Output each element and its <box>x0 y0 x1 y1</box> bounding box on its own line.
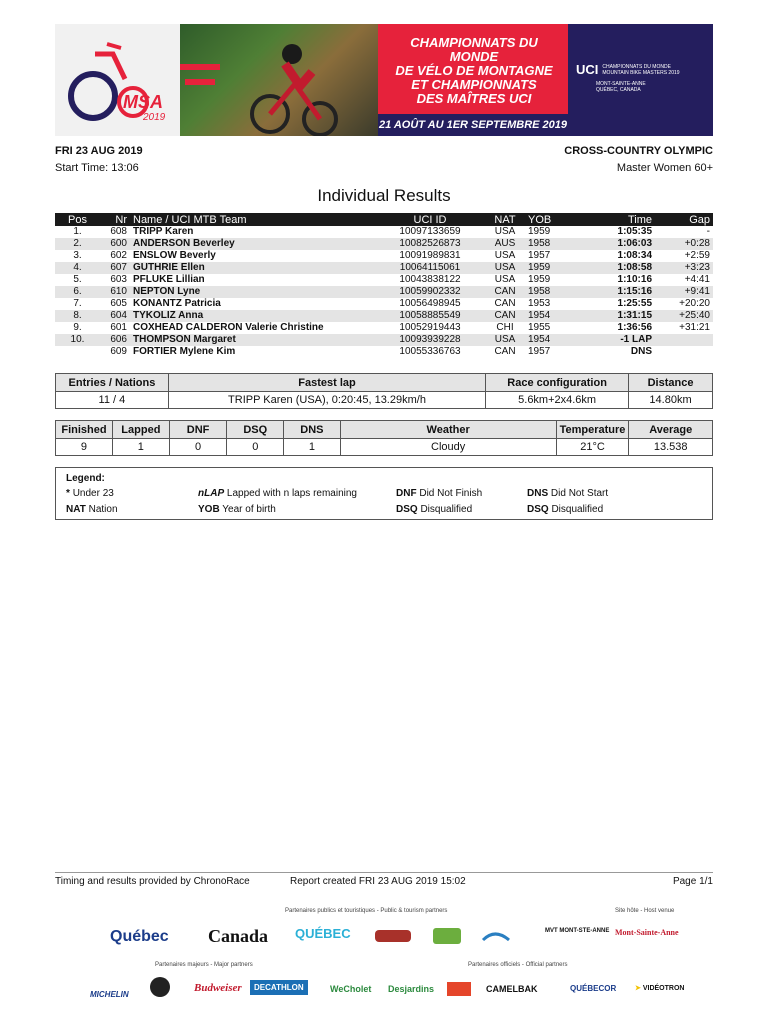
cell-pos: 7. <box>73 298 82 309</box>
cell-uci: 10043838122 <box>399 274 461 285</box>
cell-gap: +4:41 <box>684 274 710 285</box>
start-time: Start Time: 13:06 <box>55 162 139 174</box>
cell-name: TYKOLIZ Anna <box>130 310 375 322</box>
race-stats-table <box>55 420 713 456</box>
cell-gap <box>655 334 713 346</box>
cell-name: ENSLOW Beverly <box>133 250 216 261</box>
cell-time: 1:15:16 <box>570 286 655 298</box>
cell-yob: 1955 <box>528 322 551 333</box>
cell-time: -1 LAP <box>570 334 655 346</box>
cell-time: DNS <box>630 346 652 357</box>
dns-header: DNS <box>284 421 341 439</box>
cell-nat: CAN <box>485 286 525 298</box>
cell-nr: 602 <box>110 250 127 261</box>
legend-item: YOB Year of birth <box>198 504 276 515</box>
cell-uci: 10091989831 <box>399 250 461 261</box>
cell-name: KONANTZ Patricia <box>133 298 221 309</box>
legend-item: DNF Did Not Finish <box>396 488 483 499</box>
cell-pos: 5. <box>73 274 82 285</box>
cell-pos: 6. <box>55 286 100 298</box>
dnf-value: 0 <box>169 439 227 456</box>
cell-uci: 10093939228 <box>375 334 485 346</box>
table-row <box>55 310 713 322</box>
entries-value: 11 / 4 <box>56 392 169 409</box>
cell-nat: CAN <box>485 310 525 322</box>
page-number: Page 1/1 <box>672 876 713 887</box>
table-row <box>55 226 713 238</box>
cell-time: 1:10:16 <box>617 274 652 285</box>
legend-item: nLAP Lapped with n laps remaining <box>198 488 357 499</box>
legend-item: DSQ Disqualified <box>396 504 473 515</box>
cell-nat: USA <box>494 274 516 285</box>
quebecor-logo: QUÉBECOR <box>570 984 617 993</box>
col-nr: Nr <box>100 213 130 226</box>
average-header: Average <box>629 421 713 439</box>
cell-pos: 1. <box>73 226 82 237</box>
cell-time: 1:08:34 <box>617 250 652 261</box>
cell-nr: 605 <box>110 298 127 309</box>
wecholet-logo: WeCholet <box>330 984 372 994</box>
cell-name: TRIPP Karen <box>133 226 194 237</box>
fastest-lap-value: TRIPP Karen (USA), 0:20:45, 13.29km/h <box>168 392 485 409</box>
cell-gap: +2:59 <box>684 250 710 261</box>
cell-uci: 10058885549 <box>375 310 485 322</box>
cell-nr: 607 <box>100 262 130 274</box>
cell-nr: 600 <box>100 238 130 250</box>
race-config-value: 5.6km+2x4.6km <box>486 392 629 409</box>
cell-gap: +9:41 <box>655 286 713 298</box>
uci-text: UCI <box>576 62 599 77</box>
cell-nat: USA <box>485 262 525 274</box>
cell-yob: 1959 <box>525 262 570 274</box>
quebec-logo: Québec <box>110 928 169 945</box>
legend-item: NAT Nation <box>66 504 118 515</box>
legend-item: DSQ Disqualified <box>527 504 604 515</box>
cell-nr: 609 <box>110 346 127 357</box>
banner-title: CHAMPIONNATS DU MONDE DE VÉLO DE MONTAGNE ET CHAMPIONNATS DES MAÎTRES UCI <box>395 35 553 106</box>
col-nat: NAT <box>485 213 525 226</box>
cell-pos: 9. <box>73 322 82 333</box>
lapped-header: Lapped <box>112 421 169 439</box>
canada-logo: Canada <box>208 926 269 946</box>
cell-yob: 1959 <box>528 274 551 285</box>
dns-value: 1 <box>284 439 341 456</box>
decathlon-logo: DECATHLON <box>250 980 308 995</box>
cell-yob: 1957 <box>528 346 551 357</box>
cell-yob: 1954 <box>525 310 570 322</box>
cell-gap: +25:40 <box>655 310 713 322</box>
cell-pos: 4. <box>55 262 100 274</box>
col-name: Name / UCI MTB Team <box>130 213 375 226</box>
cell-nat: USA <box>494 226 516 237</box>
dsq-header: DSQ <box>227 421 284 439</box>
discipline: CROSS-COUNTRY OLYMPIC <box>564 145 713 157</box>
legend-box <box>55 467 713 520</box>
legend-item: * Under 23 <box>66 488 114 499</box>
weather-header: Weather <box>340 421 556 439</box>
cell-pos: 10. <box>55 334 100 346</box>
average-value: 13.538 <box>629 439 713 456</box>
cell-nr: 606 <box>100 334 130 346</box>
host-venue-caption: Site hôte - Host venue <box>615 908 675 914</box>
cell-time: 1:31:15 <box>570 310 655 322</box>
public-partners-caption: Partenaires publics et touristiques - Public & tourism partners <box>285 908 448 914</box>
page-title: Individual Results <box>317 186 451 205</box>
partner-logos-icon <box>375 926 535 948</box>
finished-header: Finished <box>56 421 113 439</box>
cell-yob: 1954 <box>525 334 570 346</box>
rider-photo <box>180 24 378 136</box>
cell-nr: 601 <box>110 322 127 333</box>
temperature-value: 21°C <box>556 439 629 456</box>
entries-header: Entries / Nations <box>56 374 169 392</box>
cell-time: 1:05:35 <box>617 226 652 237</box>
finished-value: 9 <box>56 439 113 456</box>
footer-divider <box>55 872 713 873</box>
cell-yob: 1957 <box>528 250 551 261</box>
cell-name: NEPTON Lyne <box>130 286 375 298</box>
cell-nr: 604 <box>100 310 130 322</box>
videotron-logo: ➤ VIDÉOTRON <box>635 985 685 992</box>
results-table <box>55 213 713 358</box>
cell-uci: 10059902332 <box>375 286 485 298</box>
temperature-header: Temperature <box>556 421 629 439</box>
table-row <box>55 298 713 310</box>
lapped-value: 1 <box>112 439 169 456</box>
official-partners-caption: Partenaires officiels - Official partners <box>468 962 568 968</box>
report-created: Report created FRI 23 AUG 2019 15:02 <box>290 876 466 887</box>
cell-time: 1:25:55 <box>617 298 652 309</box>
event-banner <box>55 24 713 136</box>
cell-yob: 1959 <box>528 226 551 237</box>
cell-time: 1:06:03 <box>570 238 655 250</box>
cell-pos: 2. <box>55 238 100 250</box>
cell-uci: 10052919443 <box>399 322 461 333</box>
distance-header: Distance <box>629 374 713 392</box>
uci-panel <box>568 24 713 136</box>
table-row <box>55 322 713 334</box>
cell-pos <box>55 346 100 358</box>
cell-name: COXHEAD CALDERON Valerie Christine <box>133 322 324 333</box>
cell-gap: +3:23 <box>655 262 713 274</box>
table-row <box>55 274 713 286</box>
cell-nr: 610 <box>100 286 130 298</box>
cell-gap: +0:28 <box>655 238 713 250</box>
cell-gap: - <box>706 226 710 237</box>
cell-uci: 10097133659 <box>399 226 461 237</box>
legend-item: DNS Did Not Start <box>527 488 609 499</box>
race-summary-table <box>55 373 713 409</box>
cell-gap: +31:21 <box>679 322 710 333</box>
cell-yob: 1958 <box>525 238 570 250</box>
major-partner-badge-icon <box>145 976 175 998</box>
budweiser-logo: Budweiser <box>194 982 242 994</box>
race-date: FRI 23 AUG 2019 <box>55 145 143 157</box>
cell-nr: 608 <box>110 226 127 237</box>
videotron-icon: ➤ <box>635 985 641 992</box>
cell-nat: CAN <box>494 298 516 309</box>
distance-value: 14.80km <box>629 392 713 409</box>
msa-logo <box>55 24 180 136</box>
col-time: Time <box>570 213 655 226</box>
cell-uci: 10055336763 <box>399 346 461 357</box>
table-row <box>55 250 713 262</box>
mont-sainte-anne-logo: Mont-Sainte-Anne <box>615 928 679 937</box>
uci-logo: UCI CHAMPIONNATS DU MONDE MOUNTAIN BIKE MASTERS 2019 MONT-SAINTE-ANNE QUÉBEC, CANADA <box>576 62 680 93</box>
cell-name: GUTHRIE Ellen <box>130 262 375 274</box>
desjardins-logo: Desjardins <box>388 984 435 994</box>
cell-uci: 10056498945 <box>399 298 461 309</box>
col-uci-id: UCI ID <box>375 213 485 226</box>
results-header-row <box>55 213 713 226</box>
cell-pos: 3. <box>73 250 82 261</box>
banner-title-panel <box>378 24 568 136</box>
table-row <box>55 334 713 346</box>
table-row <box>55 238 713 250</box>
cell-pos: 8. <box>55 310 100 322</box>
cell-name: FORTIER Mylene Kim <box>133 346 236 357</box>
cell-nat: CAN <box>494 346 516 357</box>
dnf-header: DNF <box>169 421 227 439</box>
cell-name: PFLUKE Lillian <box>133 274 205 285</box>
fastest-lap-header: Fastest lap <box>168 374 485 392</box>
rider-image <box>180 24 378 136</box>
col-pos: Pos <box>55 213 100 226</box>
cell-nat: USA <box>494 250 516 261</box>
cell-nat: AUS <box>485 238 525 250</box>
logo-year: 2019 <box>143 112 166 123</box>
cell-time: 1:36:56 <box>617 322 652 333</box>
cell-gap: +20:20 <box>679 298 710 309</box>
legend-title: Legend: <box>66 473 105 484</box>
logo-text: MSA <box>123 92 163 112</box>
col-gap: Gap <box>655 213 713 226</box>
michelin-logo: MICHELIN <box>90 990 129 999</box>
cell-uci: 10082526873 <box>375 238 485 250</box>
cell-nat: CHI <box>496 322 514 333</box>
race-config-header: Race configuration <box>486 374 629 392</box>
cell-gap <box>655 346 713 358</box>
major-partners-caption: Partenaires majeurs - Major partners <box>155 962 253 968</box>
weather-value: Cloudy <box>340 439 556 456</box>
cell-yob: 1953 <box>528 298 551 309</box>
cell-name: THOMPSON Margaret <box>130 334 375 346</box>
timing-credit: Timing and results provided by ChronoRace <box>55 876 250 887</box>
col-yob: YOB <box>525 213 570 226</box>
quebec-tourism-logo: QUÉBEC <box>295 926 351 941</box>
camelbak-logo: CAMELBAK <box>486 984 538 994</box>
partners-section <box>90 900 710 1010</box>
cell-name: ANDERSON Beverley <box>130 238 375 250</box>
cell-uci: 10064115061 <box>375 262 485 274</box>
dsq-value: 0 <box>227 439 284 456</box>
cell-yob: 1958 <box>525 286 570 298</box>
table-row <box>55 286 713 298</box>
banner-dates: 21 AOÛT AU 1ER SEPTEMBRE 2019 <box>378 114 568 136</box>
mvt-logo: MVT MONT-STE-ANNE <box>545 928 610 934</box>
cell-time: 1:08:58 <box>570 262 655 274</box>
category: Master Women 60+ <box>616 162 713 174</box>
table-row <box>55 346 713 358</box>
table-row <box>55 262 713 274</box>
official-partner-badge-icon <box>445 980 475 998</box>
cell-nat: USA <box>485 334 525 346</box>
cell-nr: 603 <box>110 274 127 285</box>
